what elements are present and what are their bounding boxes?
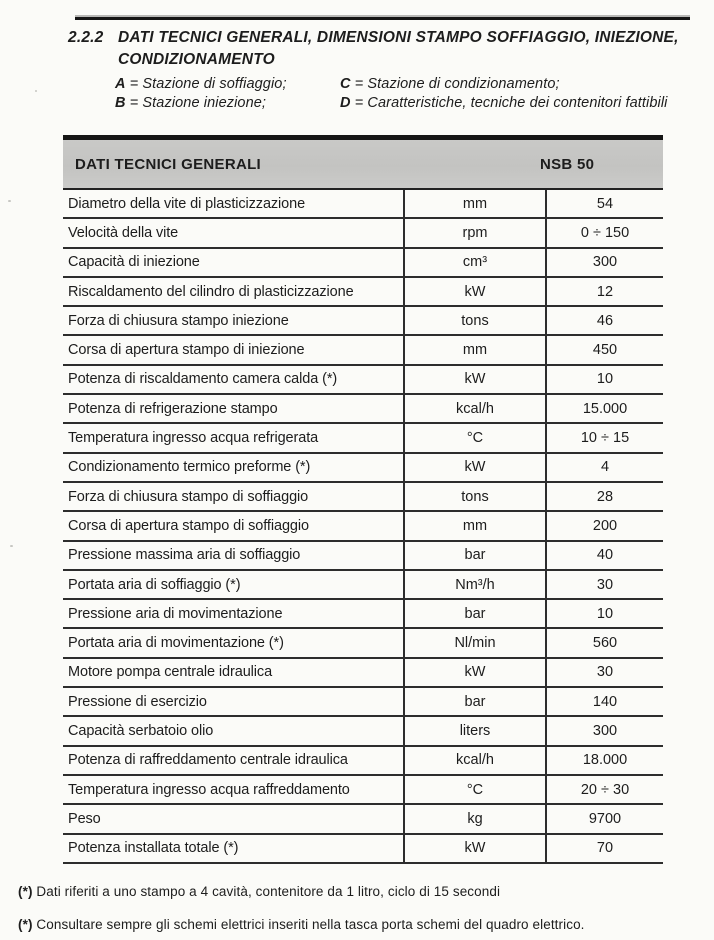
table-row xyxy=(63,249,663,278)
legend-item-c: C = Stazione di condizionamento; xyxy=(340,76,560,92)
cell-value: 140 xyxy=(592,693,618,710)
cell-unit: liters xyxy=(403,717,547,744)
section-title-line2: CONDIZIONAMENTO xyxy=(118,51,275,68)
cell-value: 9700 xyxy=(588,810,622,827)
cell-unit: tons xyxy=(403,307,547,334)
table-row xyxy=(63,366,663,395)
cell-label: Temperatura ingresso acqua raffreddamento xyxy=(68,781,350,798)
cell-value: 40 xyxy=(596,547,614,564)
technical-data-table xyxy=(63,135,663,864)
cell-value: 15.000 xyxy=(582,400,628,417)
cell-label: Diametro della vite di plasticizzazione xyxy=(68,195,306,212)
table-row xyxy=(63,747,663,776)
cell-unit: tons xyxy=(403,483,547,510)
cell-value: 18.000 xyxy=(582,752,628,769)
cell-unit: kcal/h xyxy=(403,747,547,774)
cell-unit: kW xyxy=(403,278,547,305)
table-row xyxy=(63,424,663,453)
legend xyxy=(115,76,667,111)
cell-label: Peso xyxy=(68,810,101,827)
cell-unit: Nm³/h xyxy=(403,571,547,598)
cell-unit: rpm xyxy=(403,219,547,246)
cell-unit: °C xyxy=(403,776,547,803)
cell-unit: mm xyxy=(403,512,547,539)
cell-value: 300 xyxy=(592,722,618,739)
scan-speck xyxy=(10,545,13,547)
table-row xyxy=(63,717,663,746)
cell-value: 30 xyxy=(596,576,614,593)
cell-value: 450 xyxy=(592,342,618,359)
footnote-marker: (*) xyxy=(18,884,33,899)
cell-value: 10 ÷ 15 xyxy=(580,430,630,447)
cell-value: 200 xyxy=(592,517,618,534)
cell-unit: bar xyxy=(403,600,547,627)
cell-label: Riscaldamento del cilindro di plasticizzazione xyxy=(68,283,354,300)
cell-label: Potenza di riscaldamento camera calda (*) xyxy=(68,371,338,388)
table-body xyxy=(63,190,663,864)
cell-unit: mm xyxy=(403,190,547,217)
table-row xyxy=(63,659,663,688)
table-row xyxy=(63,688,663,717)
table-row xyxy=(63,483,663,512)
legend-item-a: A = Stazione di soffiaggio; xyxy=(115,76,287,92)
cell-value: 46 xyxy=(596,312,614,329)
cell-unit: bar xyxy=(403,688,547,715)
cell-unit: cm³ xyxy=(403,249,547,276)
cell-unit: Nl/min xyxy=(403,629,547,656)
table-row xyxy=(63,336,663,365)
cell-value: 28 xyxy=(596,488,614,505)
table-row xyxy=(63,600,663,629)
section-title-line1: DATI TECNICI GENERALI, DIMENSIONI STAMPO SOFFIAGGIO, INIEZIONE, xyxy=(118,29,679,46)
cell-unit: kW xyxy=(403,454,547,481)
cell-value: 10 xyxy=(596,605,614,622)
cell-unit: mm xyxy=(403,336,547,363)
table-row xyxy=(63,278,663,307)
table-row xyxy=(63,395,663,424)
cell-label: Corsa di apertura stampo di soffiaggio xyxy=(68,517,309,534)
cell-value: 30 xyxy=(596,664,614,681)
cell-label: Motore pompa centrale idraulica xyxy=(68,664,273,681)
table-row xyxy=(63,219,663,248)
table-row xyxy=(63,307,663,336)
cell-label: Corsa di apertura stampo di iniezione xyxy=(68,342,305,359)
scan-speck xyxy=(35,90,37,92)
table-row xyxy=(63,190,663,219)
table-row xyxy=(63,776,663,805)
footnote-1 xyxy=(18,884,678,899)
legend-item-b: B = Stazione iniezione; xyxy=(115,95,267,111)
cell-label: Pressione massima aria di soffiaggio xyxy=(68,547,301,564)
cell-label: Portata aria di soffiaggio (*) xyxy=(68,576,241,593)
table-header-title: DATI TECNICI GENERALI xyxy=(75,155,262,173)
cell-label: Potenza di raffreddamento centrale idraulica xyxy=(68,752,348,769)
cell-unit: °C xyxy=(403,424,547,451)
cell-value: 300 xyxy=(592,254,618,271)
cell-label: Potenza installata totale (*) xyxy=(68,840,239,857)
table-row xyxy=(63,805,663,834)
footnote-2 xyxy=(18,917,678,932)
cell-unit: kW xyxy=(403,659,547,686)
top-rule xyxy=(75,17,690,20)
footnote-text: Consultare sempre gli schemi elettrici inseriti nella tasca porta schemi del quadro elettrico. xyxy=(32,917,585,932)
footnote-marker: (*) xyxy=(18,917,33,932)
cell-unit: kW xyxy=(403,835,547,862)
legend-item-d: D = Caratteristiche, tecniche dei contenitori fattibili xyxy=(340,95,668,111)
table-row xyxy=(63,454,663,483)
table-header-model: NSB 50 xyxy=(540,155,595,173)
table-row xyxy=(63,629,663,658)
cell-label: Pressione aria di movimentazione xyxy=(68,605,283,622)
cell-value: 10 xyxy=(596,371,614,388)
table-row xyxy=(63,571,663,600)
cell-label: Temperatura ingresso acqua refrigerata xyxy=(68,430,319,447)
cell-label: Condizionamento termico preforme (*) xyxy=(68,459,311,476)
cell-value: 560 xyxy=(592,635,618,652)
cell-label: Portata aria di movimentazione (*) xyxy=(68,635,284,652)
section-title xyxy=(68,27,688,71)
cell-value: 70 xyxy=(596,840,614,857)
section-number: 2.2.2 xyxy=(68,29,104,46)
cell-value: 4 xyxy=(600,459,610,476)
table-row xyxy=(63,542,663,571)
cell-value: 20 ÷ 30 xyxy=(580,781,630,798)
cell-unit: kW xyxy=(403,366,547,393)
table-row xyxy=(63,512,663,541)
cell-unit: bar xyxy=(403,542,547,569)
cell-label: Capacità di iniezione xyxy=(68,254,200,271)
cell-label: Velocità della vite xyxy=(68,224,179,241)
table-header-row xyxy=(63,135,663,190)
footnote-text: Dati riferiti a uno stampo a 4 cavità, contenitore da 1 litro, ciclo di 15 secondi xyxy=(32,884,501,899)
cell-value: 0 ÷ 150 xyxy=(580,224,630,241)
cell-unit: kcal/h xyxy=(403,395,547,422)
cell-label: Forza di chiusura stampo iniezione xyxy=(68,312,289,329)
cell-value: 12 xyxy=(596,283,614,300)
scan-speck xyxy=(8,200,11,202)
cell-label: Pressione di esercizio xyxy=(68,693,207,710)
cell-label: Capacità serbatoio olio xyxy=(68,722,214,739)
cell-label: Potenza di refrigerazione stampo xyxy=(68,400,278,417)
cell-unit: kg xyxy=(403,805,547,832)
cell-value: 54 xyxy=(596,195,614,212)
cell-label: Forza di chiusura stampo di soffiaggio xyxy=(68,488,309,505)
table-row xyxy=(63,835,663,864)
